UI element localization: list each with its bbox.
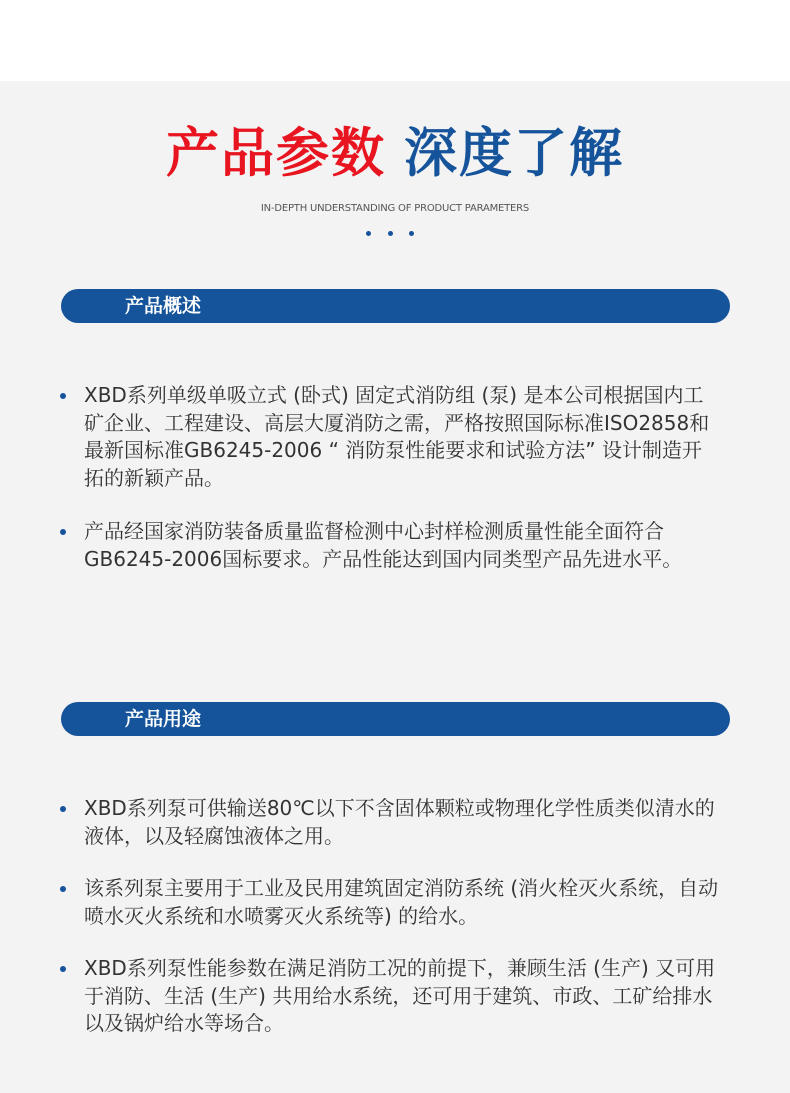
bullet-icon	[60, 886, 66, 892]
list-item-text: 该系列泵主要用于工业及民用建筑固定消防系统 (消火栓灭火系统，自动喷水灭火系统和水喷雾灭火系统等) 的给水。	[84, 876, 719, 928]
list-item	[60, 955, 720, 1038]
section-header-usage	[61, 702, 730, 736]
list-item-text: XBD系列单级单吸立式 (卧式) 固定式消防组 (泵) 是本公司根据国内工矿企业、工程建设、高层大厦消防之需，严格按照国际标准ISO2858和最新国标准GB6245-2006 “ 消防泵性能要求和试验方法” 设计制造开拓的新颖产品。	[84, 383, 710, 490]
list-item	[60, 875, 720, 930]
bullet-icon	[60, 529, 66, 535]
overview-list	[60, 382, 720, 573]
page-subtitle: IN-DEPTH UNDERSTANDING OF PRODUCT PARAMETERS	[260, 203, 530, 214]
bullet-icon	[60, 393, 66, 399]
bullet-icon	[60, 806, 66, 812]
section-title: 产品概述	[125, 295, 202, 317]
bullet-icon	[60, 966, 66, 972]
list-item	[60, 795, 720, 850]
dot-icon	[388, 231, 393, 236]
decorative-dots	[366, 231, 414, 237]
list-item-text: XBD系列泵性能参数在满足消防工况的前提下，兼顾生活 (生产) 又可用于消防、生活 (生产) 共用给水系统，还可用于建筑、市政、工矿给排水以及锅炉给水等场合。	[84, 956, 716, 1035]
list-item	[60, 382, 720, 492]
title-blue-part: 深度了解	[404, 123, 624, 184]
top-white-strip	[0, 0, 790, 81]
page-title	[0, 123, 790, 184]
title-red-part: 产品参数	[166, 123, 386, 184]
dot-icon	[366, 231, 371, 236]
usage-list	[60, 795, 720, 1038]
list-item	[60, 518, 720, 573]
list-item-text: 产品经国家消防装备质量监督检测中心封样检测质量性能全面符合GB6245-2006国标要求。产品性能达到国内同类型产品先进水平。	[84, 519, 683, 571]
list-item-text: XBD系列泵可供输送80℃以下不含固体颗粒或物理化学性质类似清水的液体，以及轻腐蚀液体之用。	[84, 796, 715, 848]
section-header-overview	[61, 289, 730, 323]
dot-icon	[409, 231, 414, 236]
section-title: 产品用途	[125, 708, 202, 730]
